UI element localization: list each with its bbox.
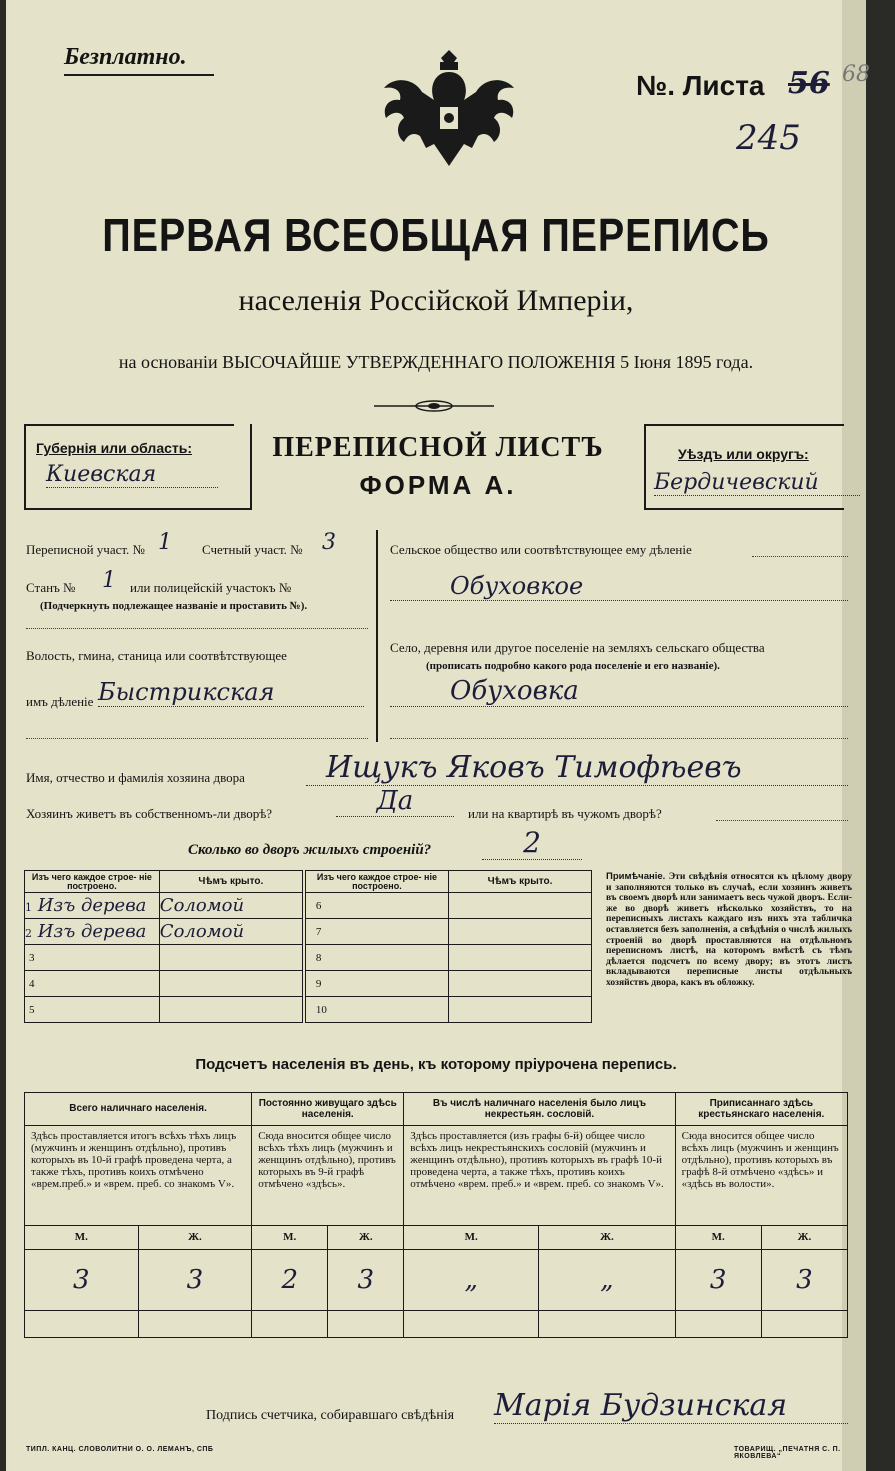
fields-divider (376, 530, 378, 742)
m-label: М. (252, 1225, 328, 1250)
underline-note: (Подчеркнуть подлежащее названіе и проставить №). (40, 600, 308, 612)
col-permanent-title: Постоянно живущаго здѣсь населенія. (252, 1093, 404, 1126)
col-permanent-desc: Сюда вносится общее число всѣхъ тѣхъ лицъ (мужчинъ и женщинъ отдѣльно), противъ которыхъ въ 9-й графѣ отмѣчено «здѣсь». (252, 1125, 404, 1225)
col-total-title: Всего наличнаго населенія. (25, 1093, 252, 1126)
subtitle: населенія Россійской Имперіи, (238, 284, 634, 317)
material-cell: Изъ дерева (37, 921, 147, 942)
printer-right: ТОВАРИЩ. „ПЕЧАТНЯ С. П. ЯКОВЛЕВА“ (734, 1446, 841, 1460)
village-label: Село, деревня или другое поселеніе на земляхъ сельскаго общества (390, 640, 765, 655)
count-section-value: 3 (322, 530, 336, 555)
village-society-value: Обуховкое (390, 572, 848, 601)
owner-label: Имя, отчество и фамилія хозяина двора (26, 770, 245, 785)
signature-value: Марія Будзинская (494, 1388, 848, 1424)
double-headed-eagle-emblem (374, 48, 524, 178)
count-section-label: Счетный участ. № (202, 542, 303, 557)
peasant-m-value: 3 (675, 1250, 761, 1311)
col-nonpeasant-desc: Здѣсь проставляется (изъ графы 6-й) общее число всѣхъ лицъ некрестьянскихъ сословій (мужчинъ и женщинъ отдѣльно), противъ которыхъ въ графѣ 10-й проведена черта, а также тѣхъ, противъ коихъ отмѣчено «врем. преб.» и «врем. преб. со знакомъ V». (404, 1125, 675, 1225)
village-society-label: Сельское общество или соотвѣтствующее ему дѣленіе (390, 542, 692, 557)
ornament-divider (374, 398, 494, 414)
table-row: 2 Изъ дерева Соломой 7 (25, 919, 592, 945)
main-title: ПЕРВАЯ ВСЕОБЩАЯ ПЕРЕПИСЬ (102, 209, 770, 261)
f-label: Ж. (138, 1225, 252, 1250)
table-row: 5 10 (25, 997, 592, 1023)
form-type: ФОРМА А. (359, 470, 517, 500)
col-material-header-2: Изъ чего каждое строе- ніе построено. (304, 871, 449, 893)
village-note: (прописать подробно какого рода поселеніе и его названіе). (426, 660, 720, 672)
printer-left: ТИПЛ. КАНЦ. СЛОВОЛИТНИ О. О. ЛЕМАНЪ, СПБ (26, 1446, 214, 1453)
district-value: Бердичевский (654, 470, 860, 496)
signature-label: Подпись счетчика, собиравшаго свѣдѣнія (206, 1408, 455, 1423)
f-label: Ж. (328, 1225, 404, 1250)
basis-text: на основаніи ВЫСОЧАЙШЕ УТВЕРЖДЕННАГО ПОЛОЖЕНІЯ 5 Іюня 1895 года. (118, 352, 754, 372)
free-underline (64, 74, 214, 76)
m-label: М. (25, 1225, 139, 1250)
m-label: М. (404, 1225, 539, 1250)
peasant-f-value: 3 (761, 1250, 847, 1311)
sheet-number-value: 56 (788, 66, 830, 101)
material-cell: Изъ дерева (37, 895, 147, 916)
volost-label: Волость, гмина, станица или соотвѣтствующее (26, 648, 287, 663)
sheet-number-label: №. Листа (636, 70, 765, 101)
rented-label: или на квартирѣ въ чужомъ дворѣ? (468, 806, 662, 821)
stan-label: Станъ № (26, 580, 76, 595)
col-roof-header: Чѣмъ крыто. (159, 871, 304, 893)
buildings-value: 2 (482, 826, 582, 860)
village-value: Обуховка (390, 676, 848, 707)
census-sheet (6, 0, 870, 1471)
m-label: М. (675, 1225, 761, 1250)
f-label: Ж. (539, 1225, 675, 1250)
sheet-number-handwritten: 245 (736, 118, 801, 158)
own-yard-value: Да (336, 786, 454, 817)
total-m-value: 3 (25, 1250, 139, 1311)
table-row: 4 9 (25, 971, 592, 997)
stan-value: 1 (102, 568, 116, 593)
nonpeasant-m-value: „ (404, 1250, 539, 1311)
census-section-value: 1 (158, 530, 172, 555)
buildings-label: Сколько во дворъ жилыхъ строеній? (188, 842, 432, 858)
col-total-desc: Здѣсь проставляется итогъ всѣхъ тѣхъ лицъ (мужчинъ и женщинъ отдѣльно), противъ которыхъ въ 10-й графѣ проведена черта, а также тѣхъ, противъ коихъ отмѣчено «врем.преб.» и «врем. преб. со знакомъ V». (25, 1125, 252, 1225)
free-label: Безплатно. (64, 44, 187, 70)
roof-cell: Соломой (159, 919, 304, 945)
table-row: 1 Изъ дерева Соломой 6 (25, 893, 592, 919)
police-label: или полицейскій участокъ № (130, 580, 292, 595)
own-yard-label: Хозяинъ живетъ въ собственномъ-ли дворѣ? (26, 806, 273, 821)
volost-label-2: имъ дѣленіе (26, 694, 94, 709)
note-text: Эти свѣдѣнія относятся къ цѣлому двору и заполняются только въ случаѣ, если хозяинъ живетъ въ своемъ дворѣ или занимаетъ весь чужой дворъ. Если-же во дворѣ живетъ нѣсколько хозяйствъ, то на переписныхъ листахъ каждаго изъ нихъ эта табличка оставляется безъ заполненія, а свѣдѣнія о числѣ жилыхъ строеній во дворѣ проставляются на отдѣльномъ переписномъ листѣ, на которомъ вмѣстѣ съ тѣмъ дѣлается подсчетъ по всему двору; въ этотъ листъ вкладываются переписные листы отдѣльныхъ хозяйствъ двора, какъ въ обложку. (606, 872, 852, 988)
permanent-m-value: 2 (252, 1250, 328, 1311)
col-peasant-title: Приписаннаго здѣсь крестьянскаго населенія. (675, 1093, 847, 1126)
note-title: Примѣчаніе. (606, 871, 666, 882)
nonpeasant-f-value: „ (539, 1250, 675, 1311)
census-section-label: Переписной участ. № (26, 542, 145, 557)
permanent-f-value: 3 (328, 1250, 404, 1311)
owner-value: Ищукъ Яковъ Тимофѣевъ (306, 750, 848, 786)
total-f-value: 3 (138, 1250, 252, 1311)
note-block (606, 872, 852, 989)
col-material-header: Изъ чего каждое строе- ніе построено. (25, 871, 160, 893)
volost-value: Быстрикская (98, 678, 364, 707)
population-table (24, 1092, 848, 1338)
sheet-number-extra: 68 (842, 62, 870, 87)
buildings-table (24, 870, 592, 1023)
province-value: Киевская (46, 462, 218, 488)
col-nonpeasant-title: Въ числѣ наличнаго населенія было лицъ некрестьян. сословій. (404, 1093, 675, 1126)
table-row (25, 1250, 848, 1311)
col-peasant-desc: Сюда вносится общее число всѣхъ лицъ (мужчинъ и женщинъ отдѣльно), противъ которыхъ въ графѣ 8-й отмѣчено «здѣсь» и «здѣсь въ волости». (675, 1125, 847, 1225)
f-label: Ж. (761, 1225, 847, 1250)
district-label: Уѣздъ или округъ: (678, 446, 809, 462)
roof-cell: Соломой (159, 893, 304, 919)
population-heading: Подсчетъ населенія въ день, къ которому пріурочена перепись. (195, 1056, 677, 1073)
table-row: 3 8 (25, 945, 592, 971)
col-roof-header-2: Чѣмъ крыто. (448, 871, 591, 893)
form-title: ПЕРЕПИСНОЙ ЛИСТЪ (272, 432, 604, 463)
province-label: Губернія или область: (36, 440, 193, 456)
